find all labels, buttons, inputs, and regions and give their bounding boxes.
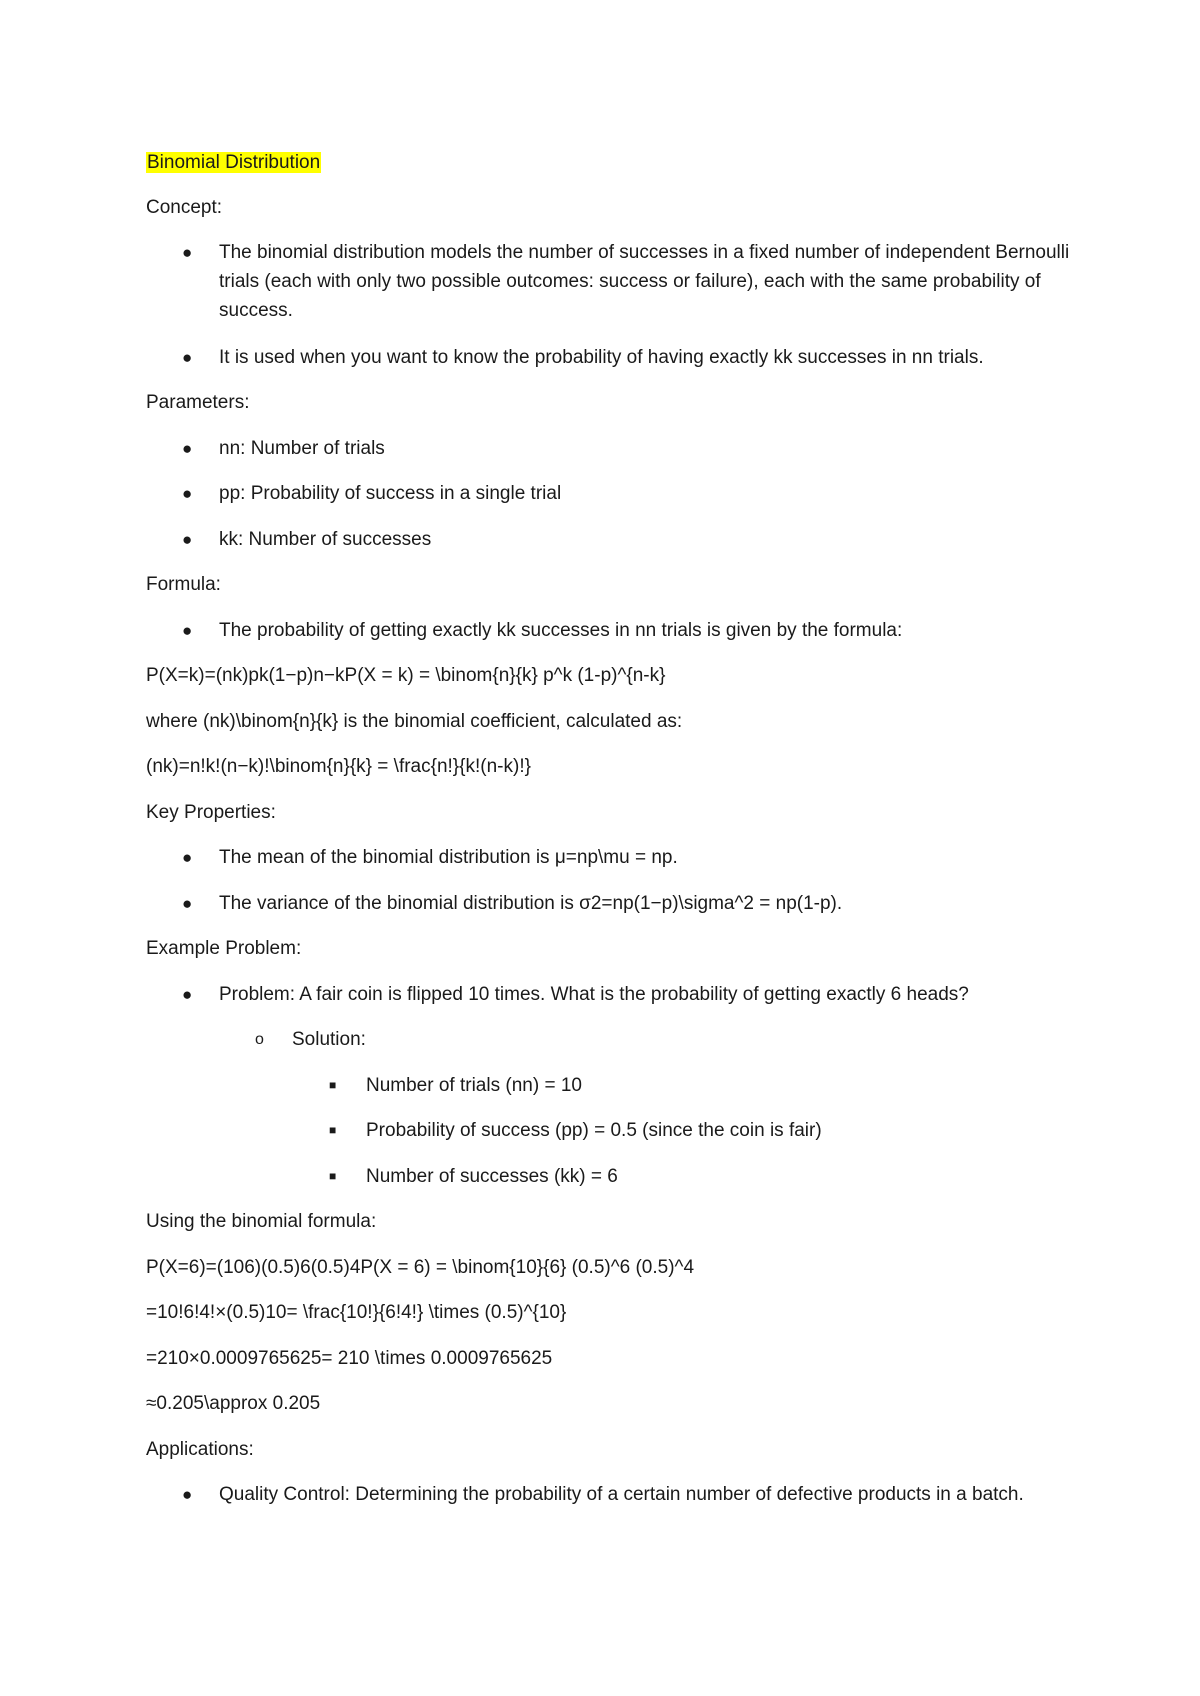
key-properties-heading: Key Properties:: [146, 802, 276, 823]
concept-bullet-text: It is used when you want to know the probability of having exactly kk successes in nn trials.: [219, 347, 984, 368]
concept-bullet-text: The binomial distribution models the number of successes in a fixed number of independent Bernoulli trials (each with only two possible outcomes: success or failure), each with the same probability of success.: [219, 242, 1070, 321]
solution-detail-text: Number of trials (nn) = 10: [366, 1075, 582, 1096]
applications-heading: Applications:: [146, 1439, 254, 1460]
bullet-marker: ●: [182, 848, 193, 867]
parameters-heading: Parameters:: [146, 392, 250, 413]
calculation-line-3: =210×0.0009765625= 210 \times 0.0009765625: [146, 1348, 553, 1369]
formula-heading: Formula:: [146, 574, 221, 595]
title-highlight: Binomial Distribution: [147, 152, 321, 173]
bullet-marker: ●: [182, 621, 193, 640]
solution-label: Solution:: [292, 1029, 366, 1050]
solution-detail-text: Number of successes (kk) = 6: [366, 1166, 618, 1187]
calculation-line-2: =10!6!4!×(0.5)10= \frac{10!}{6!4!} \times (0.5)^{10}: [146, 1302, 567, 1323]
formula-line-2: where (nk)\binom{n}{k} is the binomial coefficient, calculated as:: [146, 711, 683, 732]
sub-bullet-marker: o: [255, 1031, 264, 1048]
parameter-text: kk: Number of successes: [219, 529, 432, 550]
square-bullet-marker: ■: [329, 1169, 337, 1183]
parameter-text: pp: Probability of success in a single trial: [219, 483, 562, 504]
bullet-marker: ●: [182, 439, 193, 458]
property-text: The mean of the binomial distribution is μ=np\mu = np.: [219, 847, 678, 868]
solution-detail-text: Probability of success (pp) = 0.5 (since the coin is fair): [366, 1120, 822, 1141]
formula-bullet-text: The probability of getting exactly kk successes in nn trials is given by the formula:: [219, 620, 903, 641]
bullet-marker: ●: [182, 348, 193, 367]
application-text: Quality Control: Determining the probability of a certain number of defective products in a batch.: [219, 1484, 1024, 1505]
example-heading: Example Problem:: [146, 938, 302, 959]
bullet-marker: ●: [182, 243, 193, 262]
square-bullet-marker: ■: [329, 1123, 337, 1137]
concept-heading: Concept:: [146, 197, 223, 218]
bullet-marker: ●: [182, 985, 193, 1004]
formula-line-3: (nk)=n!k!(n−k)!\binom{n}{k} = \frac{n!}{k!(n-k)!}: [146, 756, 531, 777]
bullet-marker: ●: [182, 484, 193, 503]
bullet-marker: ●: [182, 894, 193, 913]
parameter-text: nn: Number of trials: [219, 438, 385, 459]
calculation-line-4: ≈0.205\approx 0.205: [146, 1393, 321, 1414]
problem-text: Problem: A fair coin is flipped 10 times. What is the probability of getting exactly 6 heads?: [219, 984, 969, 1005]
calculation-intro: Using the binomial formula:: [146, 1211, 377, 1232]
bullet-marker: ●: [182, 1485, 193, 1504]
formula-line-1: P(X=k)=(nk)pk(1−p)n−kP(X = k) = \binom{n}{k} p^k (1-p)^{n-k}: [146, 665, 666, 686]
calculation-line-1: P(X=6)=(106)(0.5)6(0.5)4P(X = 6) = \binom{10}{6} (0.5)^6 (0.5)^4: [146, 1257, 695, 1278]
bullet-marker: ●: [182, 530, 193, 549]
property-text: The variance of the binomial distribution is σ2=np(1−p)\sigma^2 = np(1-p).: [219, 893, 843, 914]
document-title: [146, 148, 321, 177]
square-bullet-marker: ■: [329, 1078, 337, 1092]
